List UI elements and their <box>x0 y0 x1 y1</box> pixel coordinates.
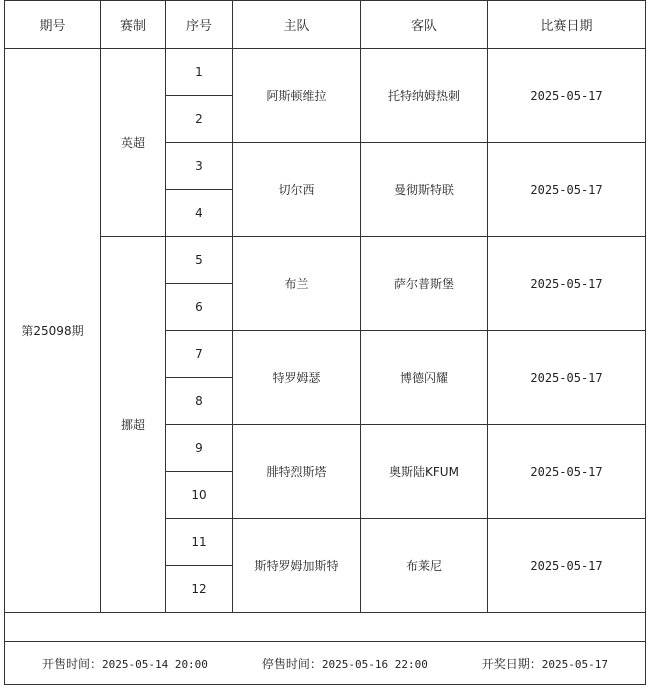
sale-start-group <box>42 655 208 672</box>
home-team-cell: 切尔西 <box>233 143 361 237</box>
home-team-cell: 斯特罗姆加斯特 <box>233 519 361 613</box>
seq-cell: 11 <box>166 519 233 566</box>
seq-cell: 9 <box>166 425 233 472</box>
match-date-cell: 2025-05-17 <box>488 143 646 237</box>
seq-cell: 5 <box>166 237 233 284</box>
seq-cell: 1 <box>166 49 233 96</box>
sale-stop-value: 2025-05-16 22:00 <box>321 657 428 671</box>
header-period: 期号 <box>5 1 101 49</box>
draw-date-label: 开奖日期： <box>481 656 542 671</box>
sale-stop-group <box>262 655 428 672</box>
sale-start-label: 开售时间： <box>41 656 102 671</box>
draw-date-group <box>482 655 608 672</box>
seq-cell: 6 <box>166 284 233 331</box>
header-home: 主队 <box>233 1 361 49</box>
league-cell: 英超 <box>101 49 166 237</box>
footer-info <box>5 655 645 672</box>
header-away: 客队 <box>361 1 488 49</box>
away-team-cell: 奥斯陆KFUM <box>361 425 488 519</box>
away-team-cell: 萨尔普斯堡 <box>361 237 488 331</box>
period-cell: 第25098期 <box>5 49 101 613</box>
header-date: 比赛日期 <box>488 1 646 49</box>
header-row <box>5 1 646 49</box>
away-team-cell: 托特纳姆热刺 <box>361 49 488 143</box>
draw-date-value: 2025-05-17 <box>541 657 609 671</box>
blank-cell <box>5 613 646 642</box>
away-team-cell: 布莱尼 <box>361 519 488 613</box>
home-team-cell: 布兰 <box>233 237 361 331</box>
seq-cell: 2 <box>166 96 233 143</box>
seq-cell: 4 <box>166 190 233 237</box>
table-row <box>5 49 646 96</box>
away-team-cell: 博德闪耀 <box>361 331 488 425</box>
home-team-cell: 特罗姆瑟 <box>233 331 361 425</box>
sale-start-value: 2025-05-14 20:00 <box>101 657 208 671</box>
match-date-cell: 2025-05-17 <box>488 237 646 331</box>
sale-stop-label: 停售时间： <box>261 656 322 671</box>
footer-row <box>5 642 646 685</box>
match-date-cell: 2025-05-17 <box>488 49 646 143</box>
header-seq: 序号 <box>166 1 233 49</box>
league-cell: 挪超 <box>101 237 166 613</box>
blank-row <box>5 613 646 642</box>
match-date-cell: 2025-05-17 <box>488 425 646 519</box>
seq-cell: 7 <box>166 331 233 378</box>
home-team-cell: 阿斯顿维拉 <box>233 49 361 143</box>
footer-cell <box>5 642 646 685</box>
home-team-cell: 腓特烈斯塔 <box>233 425 361 519</box>
seq-cell: 10 <box>166 472 233 519</box>
match-date-cell: 2025-05-17 <box>488 331 646 425</box>
schedule-table <box>4 0 646 685</box>
away-team-cell: 曼彻斯特联 <box>361 143 488 237</box>
table-row <box>5 237 646 284</box>
seq-cell: 12 <box>166 566 233 613</box>
match-date-cell: 2025-05-17 <box>488 519 646 613</box>
seq-cell: 8 <box>166 378 233 425</box>
seq-cell: 3 <box>166 143 233 190</box>
header-league: 赛制 <box>101 1 166 49</box>
